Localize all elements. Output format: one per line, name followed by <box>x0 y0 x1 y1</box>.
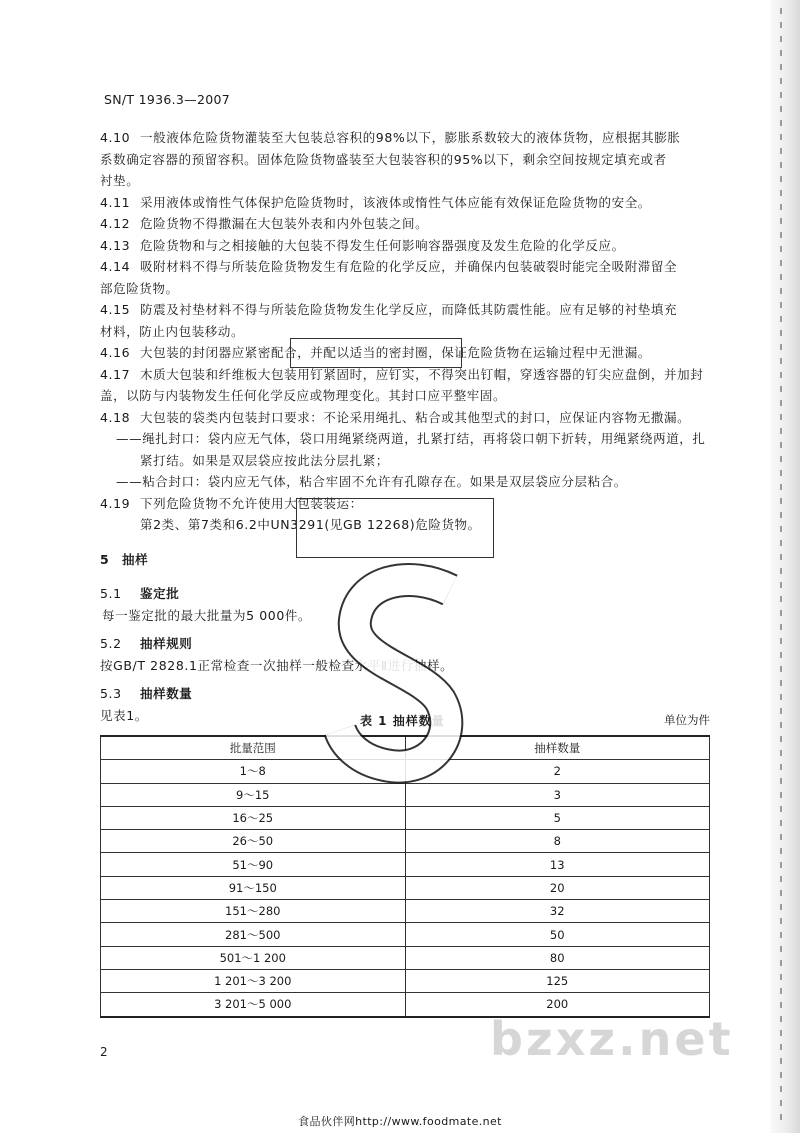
table-row <box>101 876 710 899</box>
cell-lot-range: 501～1 200 <box>101 946 406 969</box>
cell-lot-range: 3 201～5 000 <box>101 993 406 1017</box>
clause-4-13 <box>100 236 710 257</box>
table-row <box>101 946 710 969</box>
cell-sample-size: 200 <box>405 993 710 1017</box>
cell-sample-size: 8 <box>405 830 710 853</box>
clause-4-17 <box>100 365 710 386</box>
s-logo-stamp <box>300 560 520 810</box>
clause-4-14 <box>100 257 710 278</box>
subsection-number: 5.2 <box>100 636 122 651</box>
clause-number: 4.10 <box>100 130 131 145</box>
cell-lot-range: 91～150 <box>101 876 406 899</box>
dash-item-continued: 紧打结。如果是双层袋应按此法分层扎紧； <box>140 452 389 468</box>
cell-sample-size: 20 <box>405 876 710 899</box>
subsection-title: 鉴定批 <box>140 586 180 601</box>
cell-lot-range: 51～90 <box>101 853 406 876</box>
header-lot-range: 批量范围 <box>101 736 406 760</box>
cell-sample-size: 32 <box>405 900 710 923</box>
clause-text-continued: 部危险货物。 <box>100 280 179 296</box>
section-number: 5 <box>100 551 110 567</box>
table-row <box>101 830 710 853</box>
header-sample-size: 抽样数量 <box>405 736 710 760</box>
clause-4-16 <box>100 343 710 364</box>
subsection-number: 5.1 <box>100 586 122 601</box>
document-id: SN/T 1936.3—2007 <box>104 92 230 107</box>
clause-4-10 <box>100 128 710 149</box>
table-row <box>101 923 710 946</box>
clause-4-11 <box>100 193 710 214</box>
dash-item: ——绳扎封口：袋内应无气体，袋口用绳紧绕两道，扎紧打结，再将袋口朝下折转，用绳紧绕两道，扎 <box>116 431 706 446</box>
clause-4-18 <box>100 408 710 429</box>
watermark-text: bzxz.net <box>490 1012 734 1066</box>
cell-lot-range: 1 201～3 200 <box>101 969 406 992</box>
clause-number: 4.19 <box>100 495 131 511</box>
clause-text: 下列危险货物不允许使用大包装装运： <box>140 495 363 511</box>
dash-item: ——粘合封口：袋内应无气体，粘合牢固不允许有孔隙存在。如果是双层袋应分层粘合。 <box>116 474 627 489</box>
subsection-5-3-text: 见表1。 <box>100 707 148 723</box>
cell-sample-size: 125 <box>405 969 710 992</box>
clause-number: 4.14 <box>100 259 131 274</box>
cell-lot-range: 281～500 <box>101 923 406 946</box>
clause-text-continued: 系数确定容器的预留容积。固体危险货物盛装至大包装容积的95%以下，剩余空间按规定填充或者 <box>100 151 667 167</box>
table-row <box>101 853 710 876</box>
clause-number: 4.15 <box>100 302 131 317</box>
clause-text: 吸附材料不得与所装危险货物发生有危险的化学反应，并确保内包装破裂时能完全吸附滞留全 <box>140 259 678 274</box>
cell-lot-range: 1～8 <box>101 760 406 783</box>
clause-4-15 <box>100 300 710 321</box>
subsection-5-1-text: 每一鉴定批的最大批量为5 000件。 <box>102 607 312 623</box>
table-row <box>101 969 710 992</box>
cell-lot-range: 151～280 <box>101 900 406 923</box>
clause-text-continued: 衬垫。 <box>100 173 140 188</box>
subsection-title: 抽样数量 <box>140 686 193 701</box>
cell-lot-range: 26～50 <box>101 830 406 853</box>
cell-sample-size: 2 <box>405 760 710 783</box>
clause-text: 大包装的袋类内包装封口要求：不论采用绳扎、粘合或其他型式的封口，应保证内容物无撒漏。 <box>140 409 691 425</box>
clause-number: 4.17 <box>100 366 131 382</box>
subsection-number: 5.3 <box>100 686 122 701</box>
clause-number: 4.12 <box>100 216 131 231</box>
subsection-title: 抽样规则 <box>140 636 193 651</box>
table-unit: 单位为件 <box>664 713 710 727</box>
cell-sample-size: 5 <box>405 806 710 829</box>
clause-4-19 <box>100 494 710 515</box>
clause-number: 4.18 <box>100 409 131 425</box>
cell-sample-size: 3 <box>405 783 710 806</box>
subsection-5-2-text: 按GB/T 2828.1正常检查一次抽样一般检查水平Ⅱ进行抽样。 <box>100 657 454 673</box>
clause-number: 4.13 <box>100 237 131 253</box>
clause-text: 大包装的封闭器应紧密配合，并配以适当的密封圈，保证危险货物在运输过程中无泄漏。 <box>140 345 651 360</box>
clause-text: 危险货物和与之相接触的大包装不得发生任何影响容器强度及发生危险的化学反应。 <box>140 237 625 253</box>
cell-lot-range: 16～25 <box>101 806 406 829</box>
table-caption: 表 1 抽样数量 <box>360 714 445 728</box>
cell-sample-size: 50 <box>405 923 710 946</box>
clause-text: 防震及衬垫材料不得与所装危险货物发生化学反应，而降低其防震性能。应有足够的衬垫填充 <box>140 302 678 317</box>
section-title: 抽样 <box>122 551 149 567</box>
footer-source: 食品伙伴网http://www.foodmate.net <box>298 1115 502 1128</box>
clause-text-continued: 材料，防止内包装移动。 <box>100 323 245 339</box>
clause-text-continued: 盖，以防与内装物发生任何化学反应或物理变化。其封口应平整牢固。 <box>100 388 507 403</box>
clause-text: 危险货物不得撒漏在大包装外表和内外包装之间。 <box>140 216 429 231</box>
clause-text: 采用液体或惰性气体保护危险货物时，该液体或惰性气体应能有效保证危险货物的安全。 <box>140 194 651 210</box>
table-row <box>101 900 710 923</box>
clause-text: 木质大包装和纤维板大包装用钉紧固时，应钉实，不得突出钉帽，穿透容器的钉尖应盘倒，并加封 <box>140 366 704 382</box>
clause-4-12 <box>100 214 710 235</box>
clause-list <box>100 128 710 428</box>
clause-4-19-sub: 第2类、第7类和6.2中UN3291(见GB 12268)危险货物。 <box>140 517 481 532</box>
clause-text: 一般液体危险货物灌装至大包装总容积的98%以下，膨胀系数较大的液体货物，应根据其膨胀 <box>140 130 681 145</box>
cell-sample-size: 80 <box>405 946 710 969</box>
clause-number: 4.11 <box>100 194 131 210</box>
scan-edge <box>770 0 800 1133</box>
dash-list <box>100 429 710 493</box>
cell-lot-range: 9～15 <box>101 783 406 806</box>
page-number: 2 <box>100 1045 108 1059</box>
clause-number: 4.16 <box>100 345 131 360</box>
cell-sample-size: 13 <box>405 853 710 876</box>
scan-edge-line <box>780 8 782 1128</box>
